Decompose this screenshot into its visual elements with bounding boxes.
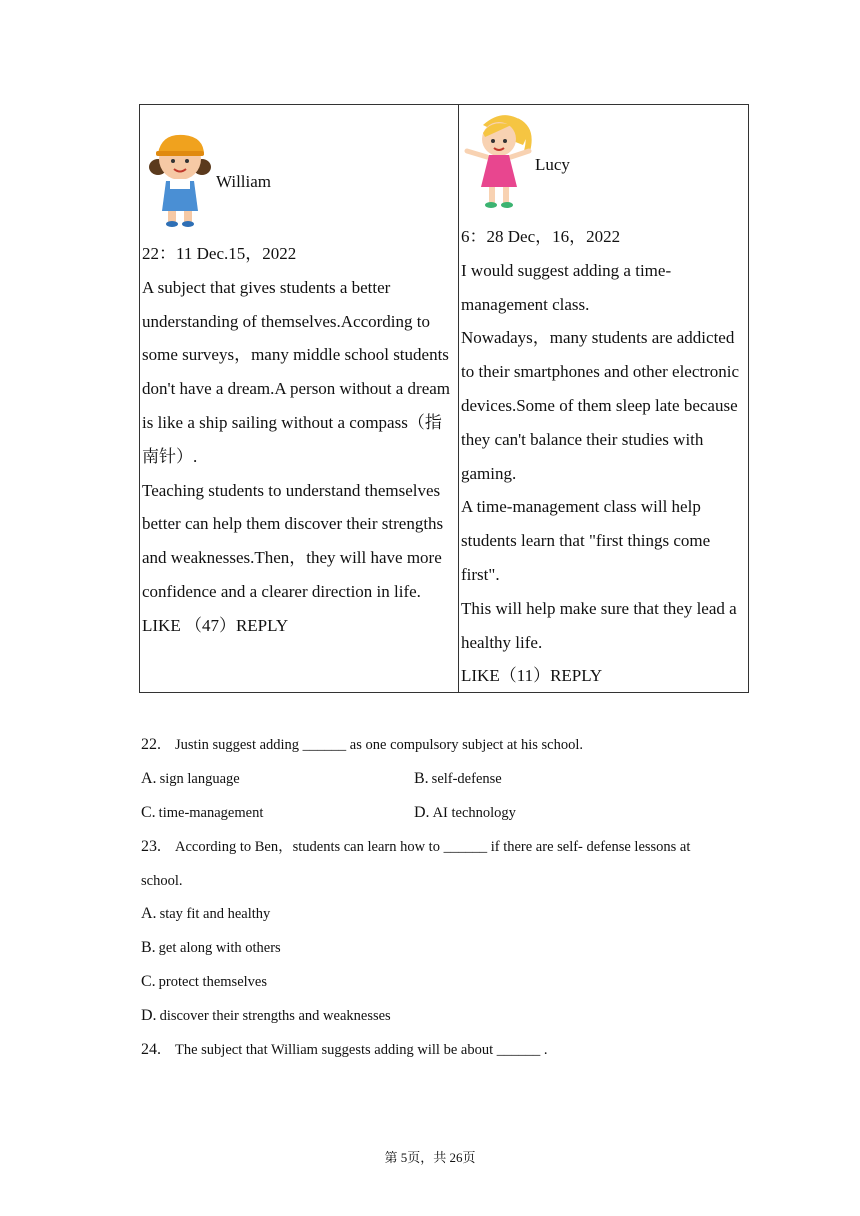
option-letter: D.: [414, 804, 430, 821]
question-23-continued: [141, 864, 182, 898]
option-text: sign language: [159, 771, 240, 787]
post-body: [461, 220, 746, 693]
option-a[interactable]: [141, 762, 240, 796]
post-lucy: [459, 105, 748, 692]
option-letter: A.: [141, 770, 157, 787]
post-paragraph: This will help make sure that they lead a healthy life.: [461, 598, 737, 652]
option-c[interactable]: [141, 965, 267, 999]
post-timestamp: 22：11 Dec.15，2022: [142, 244, 297, 263]
page-footer: 第 5页，共 26页: [384, 1150, 476, 1165]
option-text: AI technology: [432, 805, 516, 821]
post-paragraph: A time-management class will help students learn that "first things come first".: [461, 497, 711, 584]
option-letter: C.: [141, 804, 156, 821]
post-timestamp: 6：28 Dec，16，2022: [461, 227, 621, 246]
post-body: [142, 237, 456, 643]
option-b[interactable]: [141, 931, 281, 965]
question-number: 24.: [141, 1041, 161, 1058]
post-paragraph: A subject that gives students a better understanding of themselves.According to some surveys，many middle school students don't have a dream.A person without a dream is like a ship sailing without a compass（指南针）.: [142, 277, 451, 466]
girl-avatar-illustration: [461, 111, 533, 211]
boy-avatar-illustration: [146, 131, 214, 227]
option-a[interactable]: [141, 897, 270, 931]
question-text: According to Ben，students can learn how to ______ if there are self- defense lessons at: [175, 839, 691, 855]
option-text: time-management: [158, 805, 264, 821]
question-text: Justin suggest adding ______ as one compulsory subject at his school.: [175, 737, 583, 753]
post-paragraph: I would suggest adding a time-management class.: [461, 260, 672, 314]
option-b[interactable]: [414, 762, 502, 796]
option-d[interactable]: [141, 999, 391, 1033]
question-text: The subject that William suggests adding will be about ______ .: [175, 1042, 548, 1058]
option-text: discover their strengths and weaknesses: [159, 1008, 391, 1024]
question-number: 22.: [141, 736, 161, 753]
option-letter: B.: [141, 939, 156, 956]
option-letter: A.: [141, 905, 157, 922]
question-text: school.: [141, 873, 183, 889]
option-text: stay fit and healthy: [159, 906, 271, 922]
like-reply-text: LIKE（11）REPLY: [461, 666, 603, 686]
question-23: [141, 830, 690, 864]
author-name: Lucy: [535, 155, 570, 174]
option-d[interactable]: [414, 796, 516, 830]
option-letter: B.: [414, 770, 429, 787]
option-text: get along with others: [158, 940, 281, 956]
post-william: [140, 105, 459, 692]
question-24: [141, 1033, 547, 1067]
like-reply-text: LIKE （47）REPLY: [142, 615, 289, 635]
option-letter: D.: [141, 1007, 157, 1024]
post-paragraph: Teaching students to understand themselves better can help them discover their strengths and weaknesses.Then，they will have more confidence and a clearer direction in life.: [142, 480, 444, 601]
posts-table: [139, 104, 749, 693]
option-letter: C.: [141, 973, 156, 990]
question-number: 23.: [141, 838, 161, 855]
question-22: [141, 728, 583, 762]
option-text: protect themselves: [158, 974, 267, 990]
author-name: William: [216, 172, 272, 191]
option-c[interactable]: [141, 796, 263, 830]
post-paragraph: Nowadays，many students are addicted to their smartphones and other electronic devices.Some of them sleep late because they can't balance their studies with gaming.: [461, 328, 740, 483]
option-text: self-defense: [431, 771, 502, 787]
